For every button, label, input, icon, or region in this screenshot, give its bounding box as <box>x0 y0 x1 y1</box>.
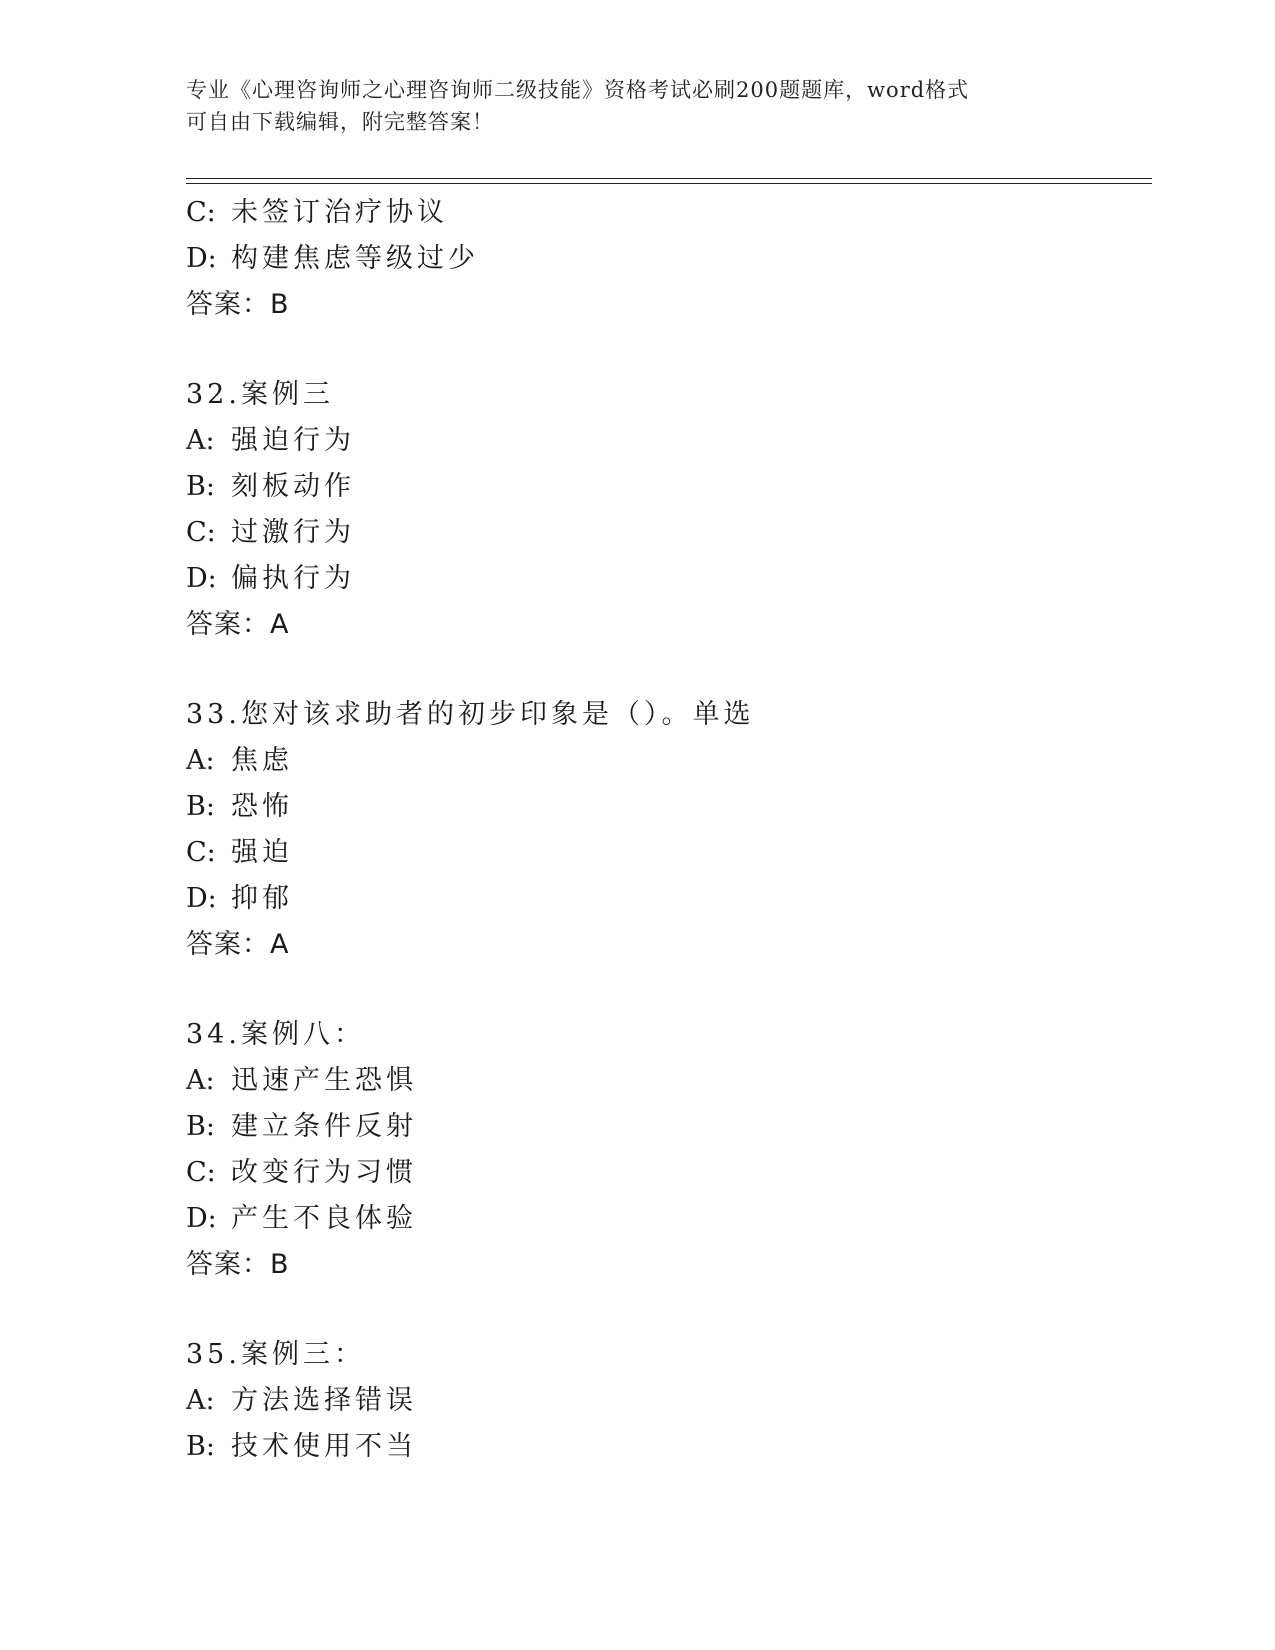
option-item <box>186 1196 1146 1242</box>
header-line-1: 专业《心理咨询师之心理咨询师二级技能》资格考试必刷200题题库，word格式 <box>186 78 970 102</box>
option-item <box>186 464 1146 510</box>
question-title: 32.案例三 <box>186 379 334 410</box>
header-line-2: 可自由下载编辑，附完整答案！ <box>186 110 494 134</box>
option-item <box>186 876 1146 922</box>
header-divider-bottom <box>186 183 1152 184</box>
option-item <box>186 418 1146 464</box>
question-block <box>186 190 1146 328</box>
header-divider-top <box>186 178 1152 179</box>
option-key: D: <box>186 1203 217 1234</box>
question-block <box>186 1012 1146 1288</box>
option-key: D: <box>186 883 217 914</box>
option-item <box>186 784 1146 830</box>
option-item <box>186 830 1146 876</box>
answer-line: 答案：B <box>186 289 290 320</box>
option-text: 技术使用不当 <box>231 1431 417 1462</box>
option-item <box>186 1104 1146 1150</box>
option-item <box>186 190 1146 236</box>
answer-line: 答案：A <box>186 609 290 640</box>
option-text: 未签订治疗协议 <box>231 197 448 228</box>
option-key: A: <box>186 1065 215 1096</box>
option-item <box>186 1058 1146 1104</box>
option-key: C: <box>186 1157 216 1188</box>
option-text: 偏执行为 <box>231 563 355 594</box>
option-text: 强迫行为 <box>231 425 355 456</box>
option-key: B: <box>186 791 215 822</box>
question-title: 33.您对该求助者的初步印象是（）。单选 <box>186 699 755 730</box>
option-text: 方法选择错误 <box>231 1385 417 1416</box>
option-text: 抑郁 <box>231 883 293 914</box>
option-key: A: <box>186 425 215 456</box>
option-key: D: <box>186 243 217 274</box>
option-key: D: <box>186 563 217 594</box>
option-text: 刻板动作 <box>231 471 355 502</box>
option-text: 改变行为习惯 <box>231 1157 417 1188</box>
option-text: 产生不良体验 <box>231 1203 417 1234</box>
option-item <box>186 236 1146 282</box>
question-block <box>186 1332 1146 1470</box>
answer-line: 答案：A <box>186 929 290 960</box>
answer-line: 答案：B <box>186 1249 290 1280</box>
option-item <box>186 556 1146 602</box>
option-key: C: <box>186 837 216 868</box>
option-item <box>186 738 1146 784</box>
document-header <box>186 74 1086 138</box>
option-item <box>186 1424 1146 1470</box>
option-text: 恐怖 <box>231 791 293 822</box>
option-key: C: <box>186 517 216 548</box>
option-key: A: <box>186 1385 215 1416</box>
option-text: 过激行为 <box>231 517 355 548</box>
option-item <box>186 1378 1146 1424</box>
option-key: A: <box>186 745 215 776</box>
option-text: 强迫 <box>231 837 293 868</box>
option-key: B: <box>186 1111 215 1142</box>
question-list <box>186 190 1146 1470</box>
option-text: 建立条件反射 <box>231 1111 417 1142</box>
option-key: C: <box>186 197 216 228</box>
question-title: 35.案例三： <box>186 1339 365 1370</box>
option-text: 焦虑 <box>231 745 293 776</box>
question-block <box>186 692 1146 968</box>
option-text: 构建焦虑等级过少 <box>231 243 479 274</box>
option-item <box>186 1150 1146 1196</box>
option-key: B: <box>186 471 215 502</box>
option-text: 迅速产生恐惧 <box>231 1065 417 1096</box>
question-title: 34.案例八： <box>186 1019 365 1050</box>
option-key: B: <box>186 1431 215 1462</box>
question-block <box>186 372 1146 648</box>
option-item <box>186 510 1146 556</box>
